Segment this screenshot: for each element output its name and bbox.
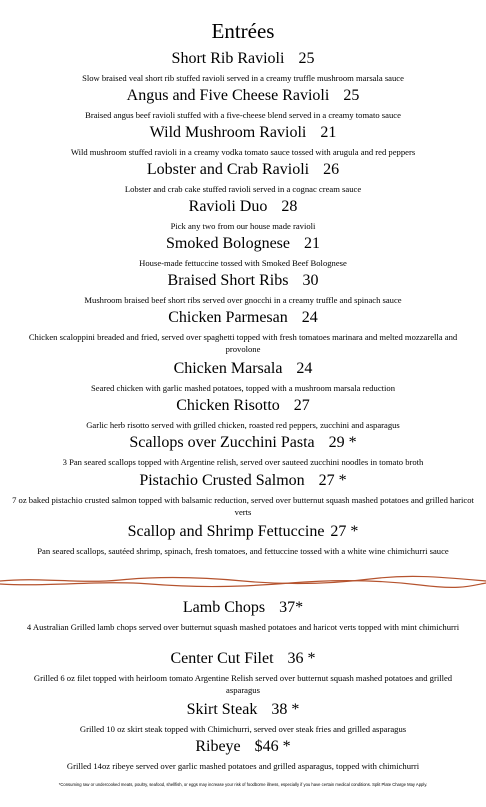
item-description: Slow braised veal short rib stuffed ravioli served in a creamy truffle mushroom marsala sauce — [82, 73, 404, 83]
menu-item-lamb-chops — [0, 598, 486, 633]
item-name-line — [0, 86, 486, 106]
item-price: 24 — [301, 309, 318, 326]
item-name: Lobster and Crab Ravioli — [146, 161, 310, 178]
menu-item-pistachio-salmon — [0, 471, 486, 518]
item-description: Grilled 6 oz filet topped with heirloom tomato Argentine Relish served over butternut squash mashed potatoes and grilled asparagus — [33, 673, 453, 695]
item-name-line — [0, 471, 486, 491]
item-description: Lobster and crab cake stuffed ravioli served in a cognac cream sauce — [124, 184, 362, 194]
wavy-divider — [0, 572, 486, 592]
item-name-line — [0, 123, 486, 143]
menu-item-ribeye — [0, 737, 486, 772]
item-name: Skirt Steak — [186, 701, 258, 718]
item-name: Scallop and Shrimp Fettuccine — [127, 523, 325, 540]
item-description: Seared chicken with garlic mashed potatoes, topped with a mushroom marsala reduction — [90, 383, 396, 393]
item-price: 25 — [343, 87, 360, 104]
item-description: Mushroom braised beef short ribs served over gnocchi in a creamy truffle and spinach sauce — [84, 295, 402, 305]
item-name-line — [0, 160, 486, 180]
item-name-line — [0, 737, 486, 757]
item-name-line — [0, 700, 486, 720]
item-name: Angus and Five Cheese Ravioli — [126, 87, 330, 104]
item-name-line — [0, 197, 486, 217]
item-name: Smoked Bolognese — [166, 235, 290, 252]
item-description: Pick any two from our house made ravioli — [170, 221, 316, 231]
item-name-line — [0, 433, 486, 453]
item-name-line — [0, 649, 486, 669]
item-name: Chicken Marsala — [173, 360, 283, 377]
menu-item-angus-ravioli — [0, 86, 486, 121]
item-price: 36 * — [287, 650, 316, 667]
menu-item-ravioli-duo — [0, 197, 486, 232]
item-name: Center Cut Filet — [170, 650, 274, 667]
item-price: 29 * — [328, 434, 357, 451]
menu-item-scallop-shrimp-fettuccine — [0, 522, 486, 557]
menu-item-chicken-parmesan — [0, 308, 486, 355]
item-description: Garlic herb risotto served with grilled chicken, roasted red peppers, zucchini and asparagus — [86, 420, 400, 430]
item-description: Grilled 10 oz skirt steak topped with Chimichurri, served over steak fries and grilled asparagus — [79, 724, 407, 734]
item-description: Braised angus beef ravioli stuffed with a five-cheese blend served in a creamy tomato sauce — [85, 110, 401, 120]
footnote-disclaimer: *Consuming raw or undercooked meats, poultry, seafood, shellfish, or eggs may increase your risk of foodborne illness, especially if you have certain medical conditions. Split Plate Charge May Apply. — [58, 782, 428, 787]
item-description: 7 oz baked pistachio crusted salmon topped with balsamic reduction, served over butternut squash mashed potatoes and grilled haricot verts — [12, 495, 474, 517]
item-name-line — [0, 522, 486, 542]
item-name-line — [0, 271, 486, 291]
item-price: 27 — [293, 397, 310, 414]
menu-item-chicken-risotto — [0, 396, 486, 431]
item-price: 26 — [323, 161, 340, 178]
item-description: Grilled 14oz ribeye served over garlic mashed potatoes and grilled asparagus, topped with chimichurri — [66, 761, 420, 771]
item-description: 3 Pan seared scallops topped with Argentine relish, served over sauteed zucchini noodles in tomato broth — [62, 457, 424, 467]
item-name: Ribeye — [195, 738, 241, 755]
item-price: 30 — [302, 272, 319, 289]
item-description: Wild mushroom stuffed ravioli in a creamy vodka tomato sauce tossed with arugula and red peppers — [70, 147, 416, 157]
item-name: Pistachio Crusted Salmon — [139, 472, 305, 489]
item-price: 38 * — [271, 701, 300, 718]
item-price: 28 — [281, 198, 298, 215]
item-price: 25 — [298, 50, 315, 67]
menu-item-smoked-bolognese — [0, 234, 486, 269]
item-name: Ravioli Duo — [188, 198, 268, 215]
divider-line-upper — [0, 576, 486, 583]
item-name-line — [0, 396, 486, 416]
page-title: Entrées — [211, 19, 275, 43]
item-name-line — [0, 234, 486, 254]
item-price: 21 — [304, 235, 320, 252]
item-name-line — [0, 359, 486, 379]
menu-item-short-rib-ravioli — [0, 49, 486, 84]
item-description: House-made fettuccine tossed with Smoked Beef Bolognese — [139, 258, 347, 268]
item-description: 4 Australian Grilled lamb chops served over butternut squash mashed potatoes and haricot verts topped with mint chimichurri — [26, 622, 460, 632]
menu-item-lobster-crab-ravioli — [0, 160, 486, 195]
menu-item-wild-mushroom-ravioli — [0, 123, 486, 158]
item-name: Chicken Parmesan — [168, 309, 288, 326]
item-price: $46 * — [254, 738, 291, 755]
item-price: 21 — [320, 124, 337, 141]
item-name-line — [0, 308, 486, 328]
item-price: 27 * — [330, 523, 359, 540]
menu-item-braised-short-ribs — [0, 271, 486, 306]
item-price: 27 * — [318, 472, 347, 489]
item-name: Short Rib Ravioli — [171, 50, 285, 67]
item-description: Pan seared scallops, sautéed shrimp, spinach, fresh tomatoes, and fettuccine tossed with a white wine chimichurri sauce — [37, 546, 449, 556]
item-name-line — [0, 598, 486, 618]
menu-item-scallops-zucchini — [0, 433, 486, 468]
item-description: Chicken scaloppini breaded and fried, served over spaghetti topped with fresh tomatoes marinara and melted mozzarella and provolone — [28, 332, 458, 354]
item-name: Braised Short Ribs — [167, 272, 289, 289]
menu-item-center-cut-filet — [0, 649, 486, 696]
item-name: Chicken Risotto — [176, 397, 280, 414]
item-name: Scallops over Zucchini Pasta — [129, 434, 315, 451]
item-name-line — [0, 49, 486, 69]
item-price: 24 — [296, 360, 313, 377]
menu-item-skirt-steak — [0, 700, 486, 735]
item-price: 37* — [279, 599, 304, 616]
item-name: Wild Mushroom Ravioli — [149, 124, 307, 141]
menu-item-chicken-marsala — [0, 359, 486, 394]
item-name: Lamb Chops — [182, 599, 266, 616]
